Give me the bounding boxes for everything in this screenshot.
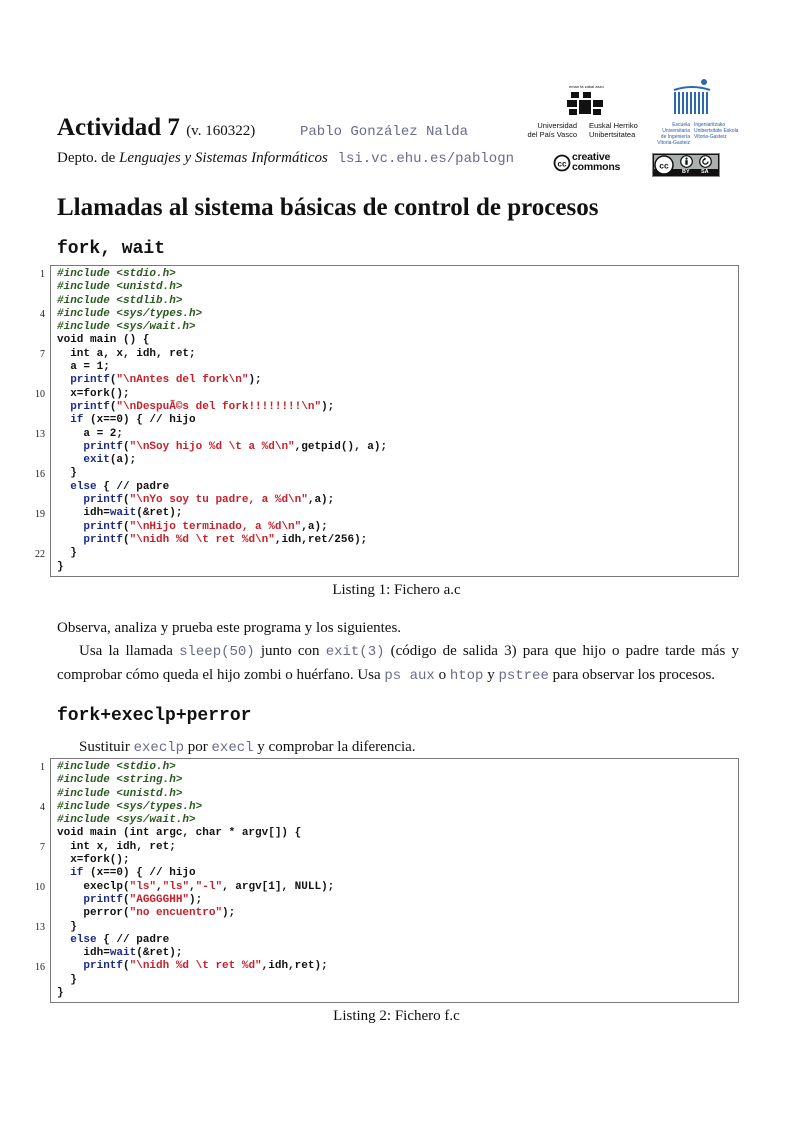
code-listing-f-c: 1 4 7 10 13 16 #include <stdio.h> #include <string.h> #include <unistd.h> #include <sys/types.h> #include <sys/wait.h> void main (int argc, char * argv[]) { int x, idh, ret; x=fork(); if (x==0) { // hijo execlp("ls","ls","-l", argv[1], NULL); printf("AGGGGHH"); perror("no encuentro"); } else { // padre idh=wait(&ret); printf("\nidh %d \t ret %d",idh,ret); } }: [50, 758, 739, 1003]
svg-text:cc: cc: [659, 160, 669, 171]
substitution-note: Sustituir execlp por execl y comprobar la diferencia.: [79, 739, 416, 756]
author-name: Pablo González Nalda: [300, 124, 469, 140]
svg-text:cc: cc: [557, 159, 567, 169]
school-emblem-icon: [670, 76, 714, 116]
cc-circle-icon: [553, 154, 571, 172]
upv-tree-icon: [565, 90, 605, 120]
code-block: #include <stdio.h> #include <unistd.h> #include <stdlib.h> #include <sys/types.h> #include <sys/wait.h> void main () { int a, x, idh, ret; a = 1; printf("\nAntes del fork\n"); x=fork(); printf("\nDespuÃ©s del fork!!!!!!!!\n"); if (x==0) { // hijo a = 2; printf("\nSoy hijo %d \t a %d\n",getpid(), a); exit(a); } else { // padre printf("\nYo soy tu padre, a %d\n",a); idh=wait(&ret); printf("\nHijo terminado, a %d\n",a); printf("\nidh %d \t ret %d\n",idh,ret/256); } }: [57, 268, 388, 573]
document-title: Actividad 7 (v. 160322): [57, 114, 256, 141]
website-link[interactable]: lsi.vc.ehu.es/pablogn: [337, 151, 514, 167]
code-block: #include <stdio.h> #include <string.h> #include <unistd.h> #include <sys/types.h> #include <sys/wait.h> void main (int argc, char * argv[]) { int x, idh, ret; x=fork(); if (x==0) { // hijo execlp("ls","ls","-l", argv[1], NULL); printf("AGGGGHH"); perror("no encuentro"); } else { // padre idh=wait(&ret); printf("\nidh %d \t ret %d",idh,ret); } }: [57, 761, 335, 1000]
school-logo: Escuela Universitaria de Ingeniería Vitoria-Gasteiz Ingeniaritzako Unibertsitate Eskola Vitoria-Gasteiz: [644, 76, 740, 142]
version-label: (v. 160322): [186, 123, 256, 139]
creative-commons-logo: cc creative commons: [553, 152, 625, 174]
upv-motto: eman ta zabal zazu: [569, 84, 604, 89]
department-line: Depto. de Lenguajes y Sistemas Informáticos lsi.vc.ehu.es/pablogn: [57, 150, 514, 167]
cc-by-sa-badge: cc BY SA: [652, 153, 720, 177]
attribution-icon: [680, 155, 693, 168]
paragraph-instructions: Usa la llamada sleep(50) junto con exit(3) (código de salida 3) para que hijo o padre tarde más y comprobar cómo queda el hijo zombi o huérfano. Usa ps aux o htop y pstree para observar los procesos.: [57, 643, 740, 684]
paragraph-intro: Observa, analiza y prueba este programa y los siguientes.: [57, 620, 402, 636]
upv-ehu-logo: eman ta zabal zazu Universidad del País Vasco Euskal Herriko Unibertsitatea: [527, 84, 638, 139]
listing-2-caption: Listing 2: Fichero f.c: [333, 1008, 460, 1024]
section-title: Llamadas al sistema básicas de control de procesos: [57, 194, 599, 221]
code-listing-a-c: 1 4 7 10 13 16 19 22 #include <stdio.h> #include <unistd.h> #include <stdlib.h> #include <sys/types.h> #include <sys/wait.h> void main () { int a, x, idh, ret; a = 1; printf("\nAntes del fork\n"); x=fork(); printf("\nDespuÃ©s del fork!!!!!!!!\n"); if (x==0) { // hijo a = 2; printf("\nSoy hijo %d \t a %d\n",getpid(), a); exit(a); } else { // padre printf("\nYo soy tu padre, a %d\n",a); idh=wait(&ret); printf("\nHijo terminado, a %d\n",a); printf("\nidh %d \t ret %d\n",idh,ret/256); } }: [50, 265, 739, 577]
cc-badge-icon: [654, 155, 674, 175]
subsection-fork-wait: fork, wait: [57, 239, 166, 259]
share-alike-icon: [699, 155, 712, 168]
subsection-fork-execlp-perror: fork+execlp+perror: [57, 706, 252, 726]
listing-1-caption: Listing 1: Fichero a.c: [332, 582, 461, 598]
